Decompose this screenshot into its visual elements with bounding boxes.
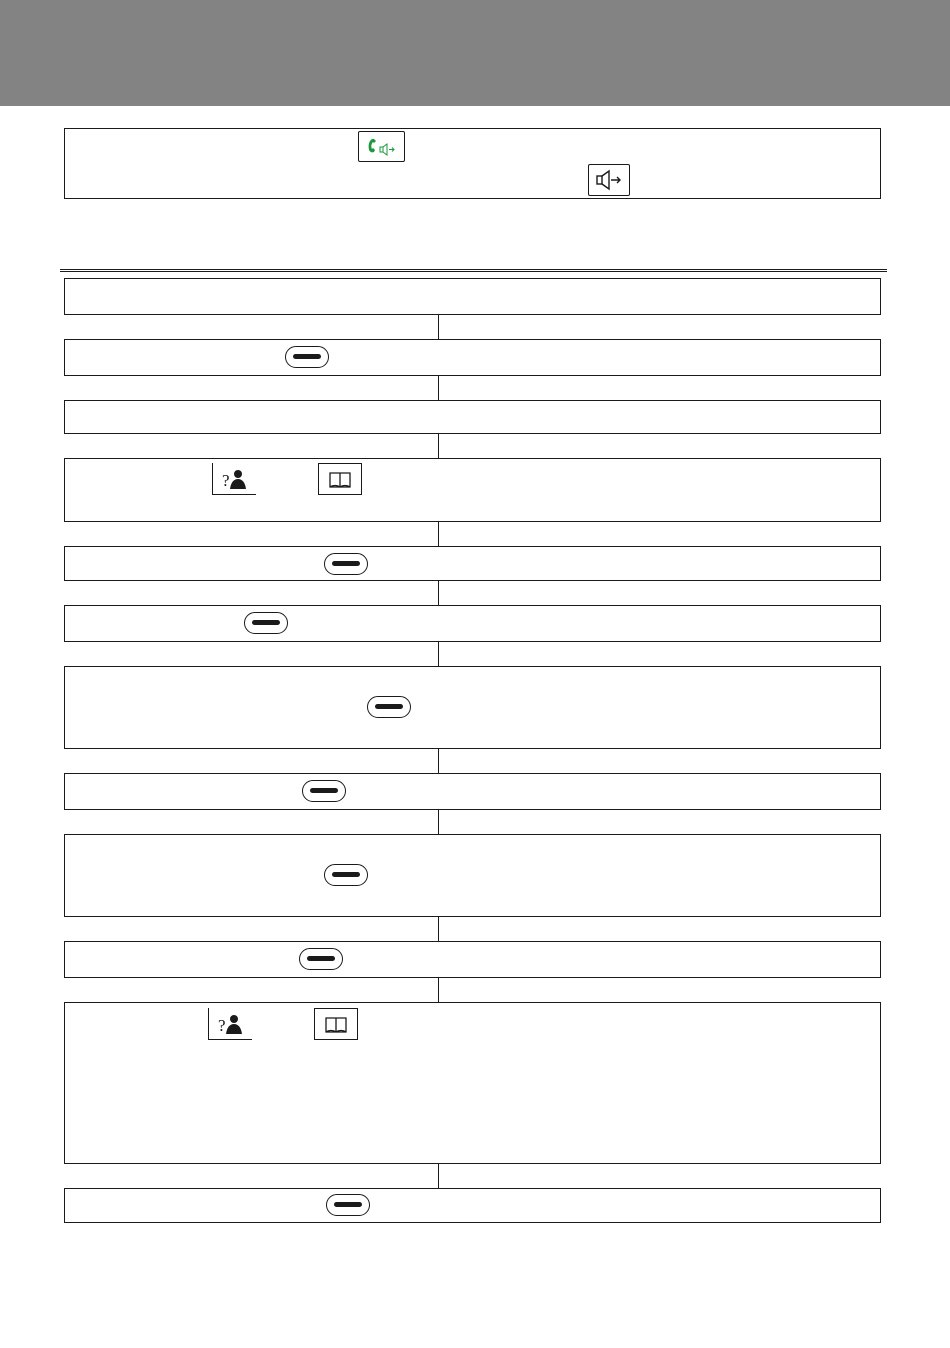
step-box-4 xyxy=(64,458,881,522)
step-box-3 xyxy=(64,400,881,434)
person-query-glyph xyxy=(213,463,255,493)
step-box-5 xyxy=(64,546,881,581)
softkey-icon xyxy=(324,864,368,886)
section-rule xyxy=(60,269,887,272)
step-box-10 xyxy=(64,941,881,978)
step-connector xyxy=(438,376,439,400)
step-connector xyxy=(438,522,439,546)
speaker-key-icon xyxy=(588,164,630,196)
step-connector xyxy=(438,749,439,773)
person-query-icon xyxy=(208,1008,252,1040)
step-connector xyxy=(438,642,439,666)
note-box xyxy=(64,128,881,199)
phonebook-glyph xyxy=(315,1009,357,1039)
step-box-6 xyxy=(64,605,881,642)
handsfree-call-glyph xyxy=(359,132,404,161)
step-box-11 xyxy=(64,1002,881,1164)
softkey-icon xyxy=(324,553,368,575)
step-connector xyxy=(438,315,439,339)
step-connector xyxy=(438,917,439,941)
step-connector xyxy=(438,1164,439,1188)
handsfree-call-icon xyxy=(358,131,405,162)
step-connector xyxy=(438,434,439,458)
person-query-glyph xyxy=(209,1008,251,1038)
softkey-icon xyxy=(299,948,343,970)
svg-text:?: ? xyxy=(218,1016,226,1035)
phonebook-glyph xyxy=(319,464,361,494)
svg-text:?: ? xyxy=(222,471,230,490)
step-box-2 xyxy=(64,339,881,376)
softkey-icon xyxy=(285,346,329,368)
softkey-icon xyxy=(244,612,288,634)
page-header-bar xyxy=(0,0,950,106)
step-box-7 xyxy=(64,666,881,749)
step-box-12 xyxy=(64,1188,881,1223)
step-connector xyxy=(438,810,439,834)
step-box-1 xyxy=(64,278,881,315)
softkey-icon xyxy=(326,1194,370,1216)
speaker-glyph xyxy=(589,165,629,195)
step-connector xyxy=(438,581,439,605)
phonebook-icon xyxy=(318,463,362,495)
step-connector xyxy=(438,978,439,1002)
softkey-icon xyxy=(302,780,346,802)
step-box-8 xyxy=(64,773,881,810)
step-box-9 xyxy=(64,834,881,917)
phonebook-icon xyxy=(314,1008,358,1040)
person-query-icon xyxy=(212,463,256,495)
softkey-icon xyxy=(367,696,411,718)
